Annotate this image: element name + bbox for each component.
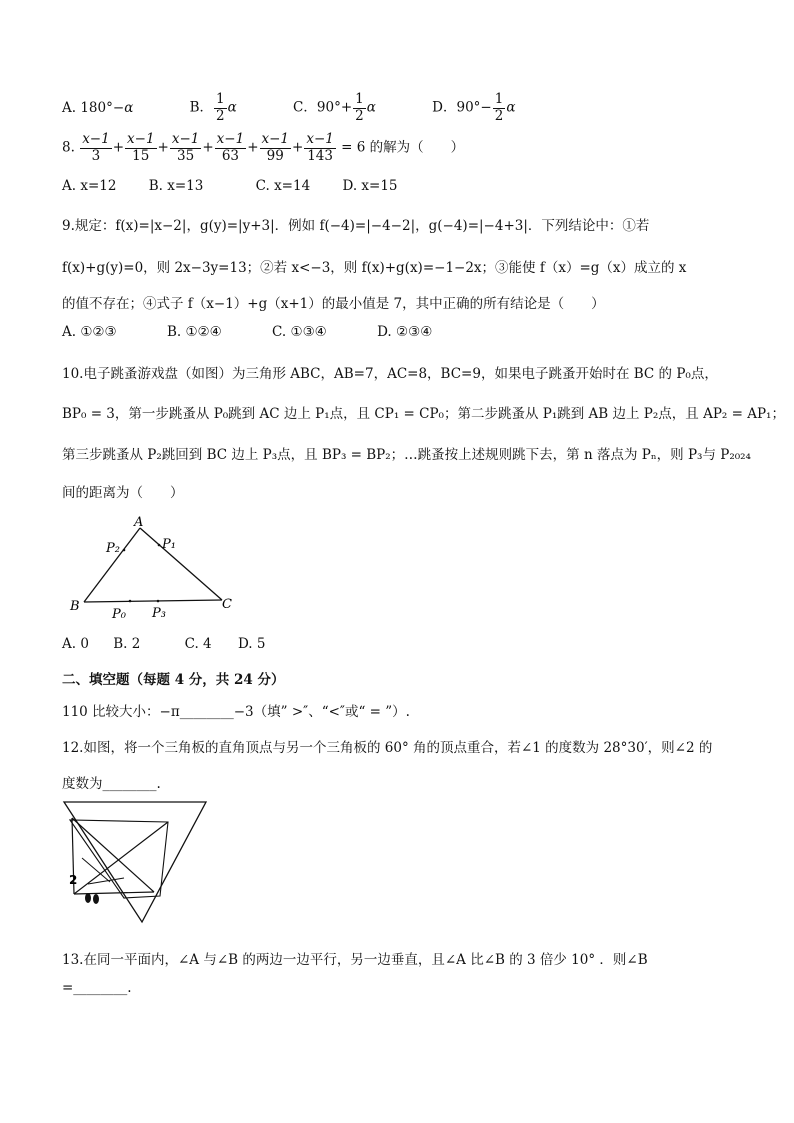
vertex-b-label: B [70,599,80,614]
q12-set-squares-figure [60,798,210,928]
q8-option-d[interactable]: D. x=15 [342,178,398,194]
q13-line2: =________. [62,980,132,996]
q10-option-d[interactable]: D. 5 [237,636,266,652]
q10-triangle-figure [60,510,250,625]
q7-options [62,92,563,124]
q9-option-b[interactable]: B. ①②④ [166,324,222,340]
q8-equation: 8. $\frac{x-1}{3}$ + $\frac{x-1}{15}$ + $\frac{x-1}{35}$ + $\frac{x-1}{63}$ + $\frac{x-1}{99}$ + $\frac{x-1}{143}$ = 6 的解为（ ） [62,131,465,164]
q9-option-a[interactable]: A. ①②③ [62,324,117,340]
q12-line2: 度数为________. [62,776,161,792]
point-p1-label: P₁ [162,537,176,552]
q7-option-d[interactable]: D．90°− $\frac{1}{2}$ α [432,91,516,124]
q10-option-c[interactable]: C. 4 [184,636,212,652]
point-p2-label: P₂ [106,541,120,556]
q11-text: 110 比较大小：−π________−3（填” >″、“<″或“ = ”）. [62,704,410,720]
q10-options [62,636,293,652]
q13-line1: 13.在同一平面内，∠A 与∠B 的两边一边平行，另一边垂直，且∠A 比∠B 的 3 倍少 10° ．则∠B [62,952,648,968]
side-ac [140,528,222,600]
q9-line3: 的值不存在；④式子 f（x−1）+g（x+1）的最小值是 7，其中正确的所有结论是（ ） [62,296,605,312]
q9-options [62,324,460,340]
vertex-a-label: A [134,515,144,530]
q8-option-a[interactable]: A. x=12 [62,178,117,194]
q8-option-c[interactable]: C. x=14 [255,178,311,194]
angle-2-label: 2 [69,873,78,887]
point-p0-label: P₀ [112,607,126,622]
side-bc [84,600,222,602]
q10-line2: BP₀ = 3，第一步跳蚤从 P₀跳到 AC 边上 P₁点，且 CP₁ = CP₀；第二步跳蚤从 P₁跳到 AB 边上 P₂点，且 AP₂ = AP₁； [62,406,785,422]
q10-line4: 间的距离为（ ） [62,485,184,501]
q9-option-d[interactable]: D. ②③④ [377,324,433,340]
section2-title: 二、填空题（每题 4 分，共 24 分） [62,672,285,688]
q10-line1: 10.电子跳蚤游戏盘（如图）为三角形 ABC，AB=7，AC=8，BC=9，如果电子跳蚤开始时在 BC 的 P₀点， [62,366,718,382]
q10-line3: 第三步跳蚤从 P₂跳回到 BC 边上 P₃点，且 BP₃ = BP₂；…跳蚤按上述规则跳下去，第 n 落点为 Pₙ，则 P₃与 P₂₀₂₄ [62,447,751,463]
q7-option-c[interactable]: C．90°+ $\frac{1}{2}$ α [293,91,376,124]
q7-option-b[interactable]: B． $\frac{1}{2}$ α [189,91,237,124]
q9-line1: 9.规定：f(x)=|x−2|，g(y)=|y+3|．例如 f(−4)=|−4−2|，g(−4)=|−4+3|．下列结论中：①若 [62,218,650,234]
q12-line1: 12.如图，将一个三角板的直角顶点与另一个三角板的 60° 角的顶点重合，若∠1 的度数为 28°30′，则∠2 的 [62,740,713,756]
q9-line2: f(x)+g(y)=0，则 2x−3y=13；②若 x<−3，则 f(x)+g(x)=−1−2x；③能使 f（x）=g（x）成立的 x [62,260,687,276]
q8-options [62,178,426,194]
side-ab [84,528,140,602]
q8-option-b[interactable]: B. x=13 [148,178,204,194]
vertex-c-label: C [222,597,232,612]
q7-option-a[interactable]: A. 180°−α [62,99,134,116]
point-p3-label: P₃ [152,606,166,621]
q10-option-a[interactable]: A. 0 [62,636,89,652]
q10-option-b[interactable]: B. 2 [113,636,141,652]
q9-option-c[interactable]: C. ①③④ [272,324,327,340]
